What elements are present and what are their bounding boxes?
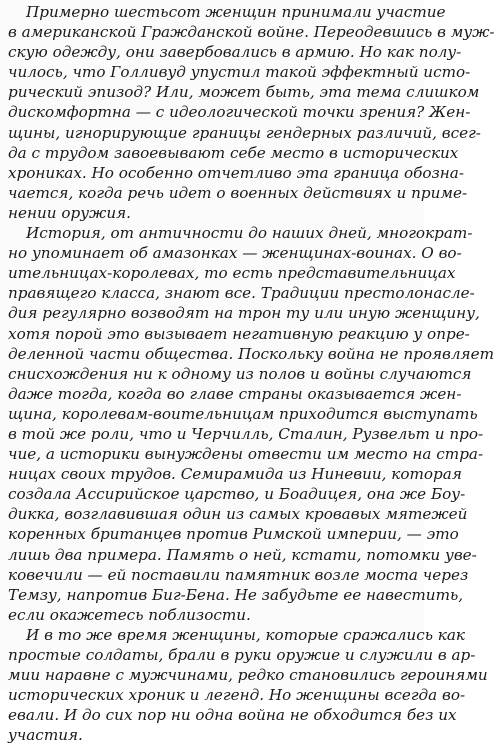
text-line: создала Ассирийское царство, и Боадицея, она же Боу- bbox=[8, 485, 466, 504]
text-line: коренных британцев против Римской империи, — это bbox=[8, 525, 459, 544]
text-line: рический эпизод? Или, может быть, эта тема слишком bbox=[8, 83, 480, 102]
text-line: деленной части общества. Поскольку война не проявляет bbox=[8, 344, 494, 363]
text-line: евали. И до сих пор ни одна война не обходится без их bbox=[8, 706, 457, 725]
text-line: дикка, возглавившая один из самых кровавых мятежей bbox=[8, 505, 468, 524]
text-line: чилось, что Голливуд упустил такой эффектный исто- bbox=[8, 63, 471, 82]
text-line: Темзу, напротив Биг-Бена. Не забудьте ее навестить, bbox=[8, 585, 464, 604]
paragraph-1 bbox=[8, 2, 495, 223]
text-line: щина, королевам-воительницам приходится выступать bbox=[8, 404, 478, 423]
text-line: но упоминает об амазонках — женщинах-воинах. О во- bbox=[8, 244, 462, 263]
text-line: если окажетесь поблизости. bbox=[8, 605, 251, 624]
text-line: даже тогда, когда во главе страны оказывается жен- bbox=[8, 384, 462, 403]
text-line: дия регулярно возводят на трон ту или иную женщину, bbox=[8, 304, 480, 323]
text-line: чие, а историки вынуждены отвести им место на стра- bbox=[8, 445, 484, 464]
text-line: История, от античности до наших дней, многократ- bbox=[26, 224, 473, 243]
text-line: снисхождения ни к одному из полов и войны случаются bbox=[8, 364, 472, 383]
text-line: щины, игнорирующие границы гендерных различий, всег- bbox=[8, 123, 481, 142]
text-line: лишь два примера. Память о ней, кстати, потомки уве- bbox=[8, 545, 477, 564]
text-line: скую одежду, они завербовались в армию. Но как полу- bbox=[8, 43, 462, 62]
text-line: мии наравне с мужчинами, редко становились героинями bbox=[8, 666, 488, 685]
text-line: ницах своих трудов. Семирамида из Ниневии, которая bbox=[8, 465, 462, 484]
text-line: да с трудом завоевывают себе место в исторических bbox=[8, 143, 459, 162]
text-line: И в то же время женщины, которые сражались как bbox=[26, 625, 465, 644]
text-line: хрониках. Но особенно отчетливо эта граница обозна- bbox=[8, 163, 464, 182]
text-line: дискомфортна — с идеологической точки зрения? Жен- bbox=[8, 103, 471, 122]
text-line: исторических хроник и легенд. Но женщины всегда во- bbox=[8, 686, 466, 705]
text-line: ительницах-королевах, то есть представительницах bbox=[8, 264, 456, 283]
text-line: нении оружия. bbox=[8, 203, 131, 222]
text-line: Примерно шестьсот женщин принимали участие bbox=[26, 3, 446, 21]
body-text bbox=[8, 2, 495, 745]
text-line: ковечили — ей поставили памятник возле моста через bbox=[8, 565, 469, 584]
text-line: чается, когда речь идет о военных действиях и приме- bbox=[8, 183, 468, 202]
text-line: в американской Гражданской войне. Переодевшись в муж- bbox=[8, 23, 495, 42]
paragraph-3 bbox=[8, 625, 488, 745]
text-line: хотя порой это вызывает негативную реакцию у опре- bbox=[8, 324, 470, 343]
text-line: в той же роли, что и Черчилль, Сталин, Рузвельт и про- bbox=[8, 424, 484, 443]
paragraph-2 bbox=[8, 223, 494, 625]
text-line: простые солдаты, брали в руки оружие и служили в ар- bbox=[8, 646, 476, 664]
text-line: правящего класса, знают все. Традиции престолонасле- bbox=[8, 284, 475, 303]
text-line: участия. bbox=[8, 726, 83, 745]
